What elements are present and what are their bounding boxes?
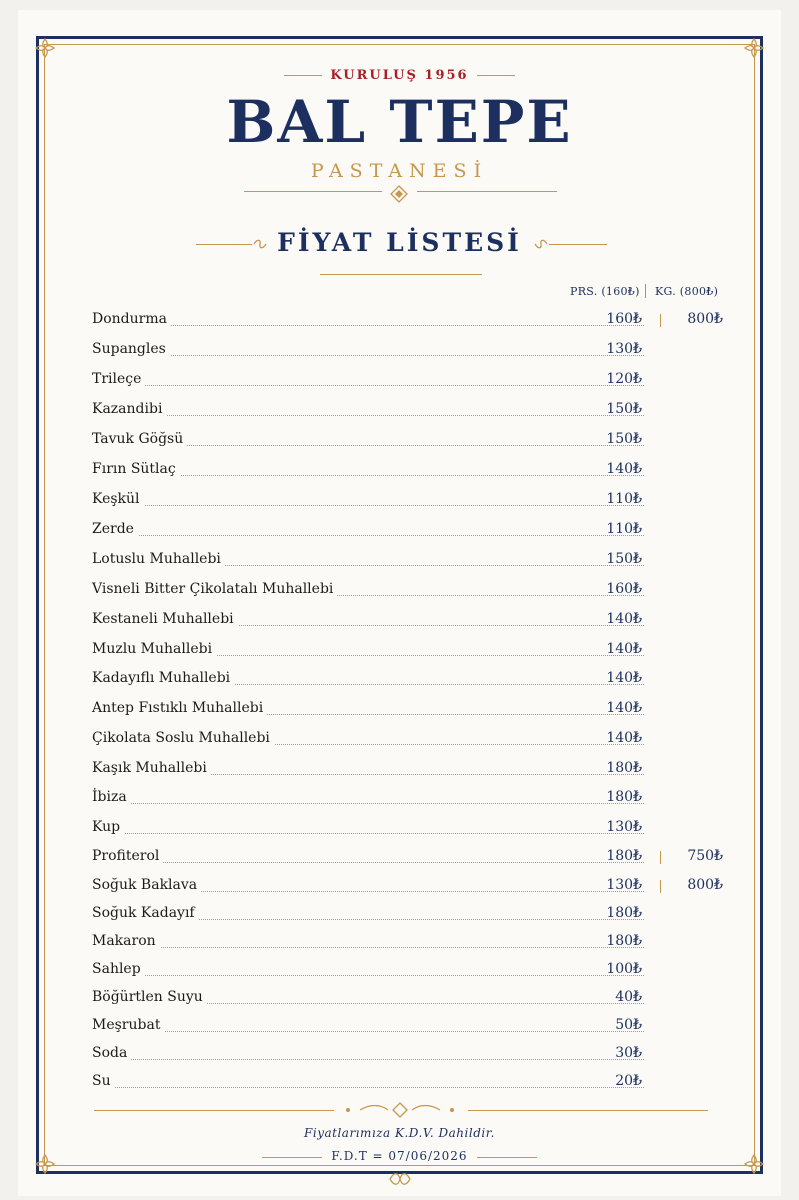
item-price: 160₺ [592,311,642,327]
item-price: 180₺ [592,905,642,921]
list-item [92,958,732,982]
item-name: Visneli Bitter Çikolatalı Muhallebi [92,581,337,597]
price-divider [660,880,661,893]
item-name: Trileçe [92,371,145,387]
gold-rule [549,244,607,245]
item-kg-price: 750₺ [687,848,723,864]
list-item [92,667,732,691]
list-item [92,518,732,542]
list-item [92,608,732,632]
list-item [92,930,732,954]
gold-rule [477,1157,537,1158]
item-price: 130₺ [592,341,642,357]
item-price: 130₺ [592,877,642,893]
item-name: Kadayıflı Muhallebi [92,670,234,686]
list-title: FİYAT LİSTESİ [277,228,522,257]
item-name: Soda [92,1045,131,1061]
dot-leader [92,803,644,804]
list-item [92,1070,732,1094]
dot-leader [92,355,644,356]
item-name: Supangles [92,341,170,357]
list-item [92,874,732,898]
price-divider [660,314,661,327]
item-name: Makaron [92,933,160,949]
item-name: Su [92,1073,115,1089]
list-item [92,578,732,602]
list-item [92,727,732,751]
item-kg-price: 800₺ [687,877,723,893]
item-price: 50₺ [592,1017,642,1033]
column-header-portion: PRS. (160₺) [570,285,640,298]
dot-leader [92,1087,644,1088]
item-price: 160₺ [592,581,642,597]
list-item [92,757,732,781]
list-item [92,1042,732,1066]
scroll-ornament-icon [340,1102,460,1118]
item-name: Profiterol [92,848,163,864]
founded-line [0,68,799,83]
list-item [92,1014,732,1038]
list-item [92,548,732,572]
dot-leader [92,385,644,386]
item-name: Tavuk Göğsü [92,431,187,447]
item-price: 180₺ [592,933,642,949]
item-price: 140₺ [592,641,642,657]
dot-leader [92,1031,644,1032]
item-price: 140₺ [592,461,642,477]
dot-leader [92,415,644,416]
dot-leader [92,535,644,536]
dot-leader [92,833,644,834]
list-item [92,816,732,840]
list-item [92,458,732,482]
item-price: 110₺ [592,491,642,507]
item-price: 140₺ [592,730,642,746]
list-item [92,986,732,1010]
item-name: Antep Fıstıklı Muhallebi [92,700,267,716]
dot-leader [92,947,644,948]
item-price: 110₺ [592,521,642,537]
gold-rule [284,75,322,76]
founded-text: KURULUŞ 1956 [330,68,469,83]
scroll-ornament-icon [533,236,549,252]
list-item [92,786,732,810]
item-price: 180₺ [592,848,642,864]
gold-rule [477,75,515,76]
item-name: Böğürtlen Suyu [92,989,207,1005]
item-price: 150₺ [592,551,642,567]
list-item [92,697,732,721]
list-item [92,902,732,926]
item-name: Kestaneli Muhallebi [92,611,238,627]
list-item [92,308,732,332]
brand-subtitle: PASTANESİ [310,160,489,182]
item-name: Zerde [92,521,138,537]
item-price: 30₺ [592,1045,642,1061]
item-name: Dondurma [92,311,171,327]
gold-rule [468,1110,708,1111]
gold-rule [320,274,482,275]
item-kg-price: 800₺ [687,311,723,327]
item-name: Soğuk Kadayıf [92,905,199,921]
item-price: 100₺ [592,961,642,977]
dot-leader [92,505,644,506]
list-item [92,638,732,662]
item-price: 20₺ [592,1073,642,1089]
brand-title: BAL TEPE [226,88,573,156]
fleur-ornament-icon [742,36,766,60]
item-name: Fırın Sütlaç [92,461,180,477]
list-item [92,428,732,452]
item-name: Meşrubat [92,1017,164,1033]
gold-rule [417,191,557,192]
diamond-ornament-icon [389,184,409,204]
item-name: Çikolata Soslu Muhallebi [92,730,274,746]
price-divider [660,851,661,864]
item-name: Lotuslu Muhallebi [92,551,225,567]
item-price: 180₺ [592,789,642,805]
list-item [92,398,732,422]
dot-leader [92,975,644,976]
item-name: Sahlep [92,961,145,977]
item-name: Kup [92,819,124,835]
gold-rule [94,1110,334,1111]
list-item [92,845,732,869]
item-price: 140₺ [592,670,642,686]
list-item [92,368,732,392]
item-price: 140₺ [592,700,642,716]
item-name: İbiza [92,789,131,805]
fleur-ornament-icon [33,36,57,60]
list-item [92,488,732,512]
list-item [92,338,732,362]
item-price: 40₺ [592,989,642,1005]
dot-leader [92,862,644,863]
item-name: Kaşık Muhallebi [92,760,211,776]
item-price: 120₺ [592,371,642,387]
item-name: Muzlu Muhallebi [92,641,216,657]
vat-note: Fiyatlarımıza K.D.V. Dahildir. [304,1126,495,1140]
item-price: 150₺ [592,401,642,417]
price-date: F.D.T = 07/06/2026 [331,1149,468,1163]
item-price: 150₺ [592,431,642,447]
knot-ornament-icon [388,1170,412,1188]
dot-leader [92,1059,644,1060]
item-price: 180₺ [592,760,642,776]
gold-rule [244,191,382,192]
item-price: 130₺ [592,819,642,835]
column-divider [645,284,646,298]
item-name: Soğuk Baklava [92,877,201,893]
column-header-kilo: KG. (800₺) [655,285,719,298]
item-name: Keşkül [92,491,144,507]
dot-leader [92,325,644,326]
item-price: 140₺ [592,611,642,627]
item-name: Kazandibi [92,401,166,417]
